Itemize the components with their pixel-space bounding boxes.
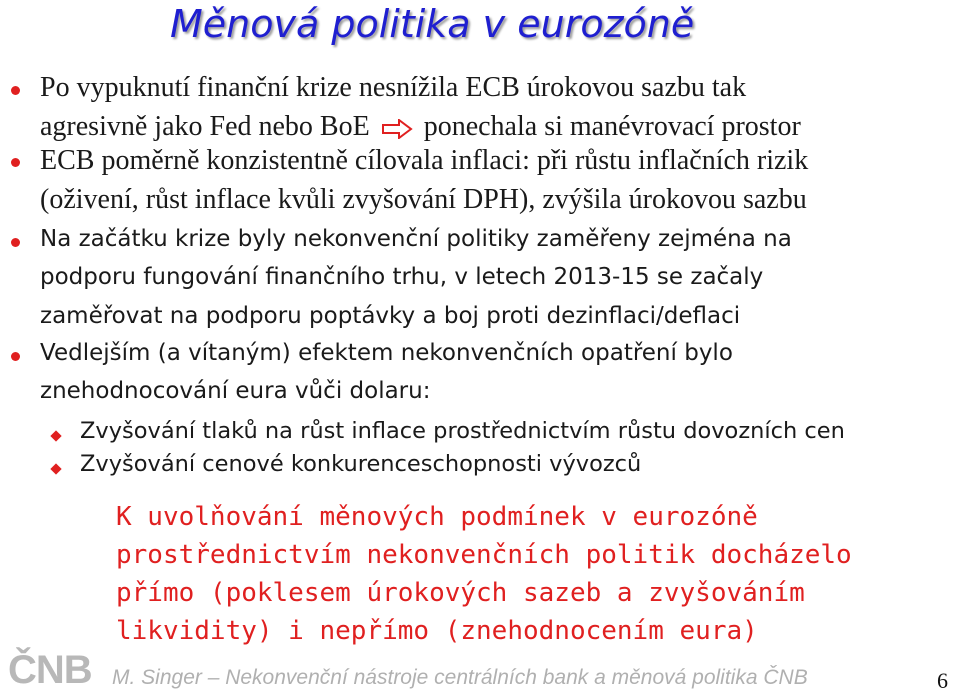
arrow-right-icon xyxy=(381,119,413,139)
diamond-bullet-icon xyxy=(50,430,61,441)
bullet-4-line-2: znehodnocování eura vůči dolaru: xyxy=(40,378,431,404)
conclusion-line-2: prostřednictvím nekonvenčních politik docházelo xyxy=(116,540,852,570)
bullet-dot xyxy=(11,352,20,361)
bullet-3-line-2: podporu fungování finančního trhu, v letech 2013-15 se začaly xyxy=(40,264,764,290)
bullet-dot xyxy=(11,238,20,247)
sub-bullet-1: Zvyšování tlaků na růst inflace prostřednictvím růstu dovozních cen xyxy=(80,418,845,444)
bullet-3-line-3: zaměřovat na podporu poptávky a boj proti dezinflaci/deflaci xyxy=(40,303,741,329)
conclusion-line-3: přímo (poklesem úrokových sazeb a zvyšováním xyxy=(116,578,805,608)
cnb-logo: ČNB xyxy=(8,648,92,692)
bullet-1-line-1: Po vypuknutí finanční krize nesnížila ECB úrokovou sazbu tak xyxy=(40,72,747,103)
bullet-1-line-2b: ponechala si manévrovací prostor xyxy=(423,111,801,142)
bullet-4-line-1: Vedlejším (a vítaným) efektem nekonvenčních opatření bylo xyxy=(40,340,733,366)
page-number: 6 xyxy=(937,668,948,693)
bullet-1-line-2a: agresivně jako Fed nebo BoE xyxy=(40,111,370,142)
bullet-2-line-2: (oživení, růst inflace kvůli zvyšování DPH), zvýšila úrokovou sazbu xyxy=(40,184,807,215)
sub-bullet-2: Zvyšování cenové konkurenceschopnosti vývozců xyxy=(80,451,642,477)
conclusion-line-4: likvidity) i nepřímo (znehodnocením eura) xyxy=(116,616,758,646)
bullet-1-line-2 xyxy=(40,111,801,143)
footer-text: M. Singer – Nekonvenční nástroje centrálních bank a měnová politika ČNB xyxy=(112,666,808,689)
slide-title: Měnová politika v eurozóně xyxy=(170,2,695,46)
bullet-dot xyxy=(11,158,20,167)
bullet-dot xyxy=(11,86,20,95)
bullet-3-line-1: Na začátku krize byly nekonvenční politiky zaměřeny zejména na xyxy=(40,226,792,252)
conclusion-line-1: K uvolňování měnových podmínek v eurozóně xyxy=(116,502,758,532)
diamond-bullet-icon xyxy=(50,463,61,474)
bullet-2-line-1: ECB poměrně konzistentně cílovala inflaci: při růstu inflačních rizik xyxy=(40,145,809,176)
